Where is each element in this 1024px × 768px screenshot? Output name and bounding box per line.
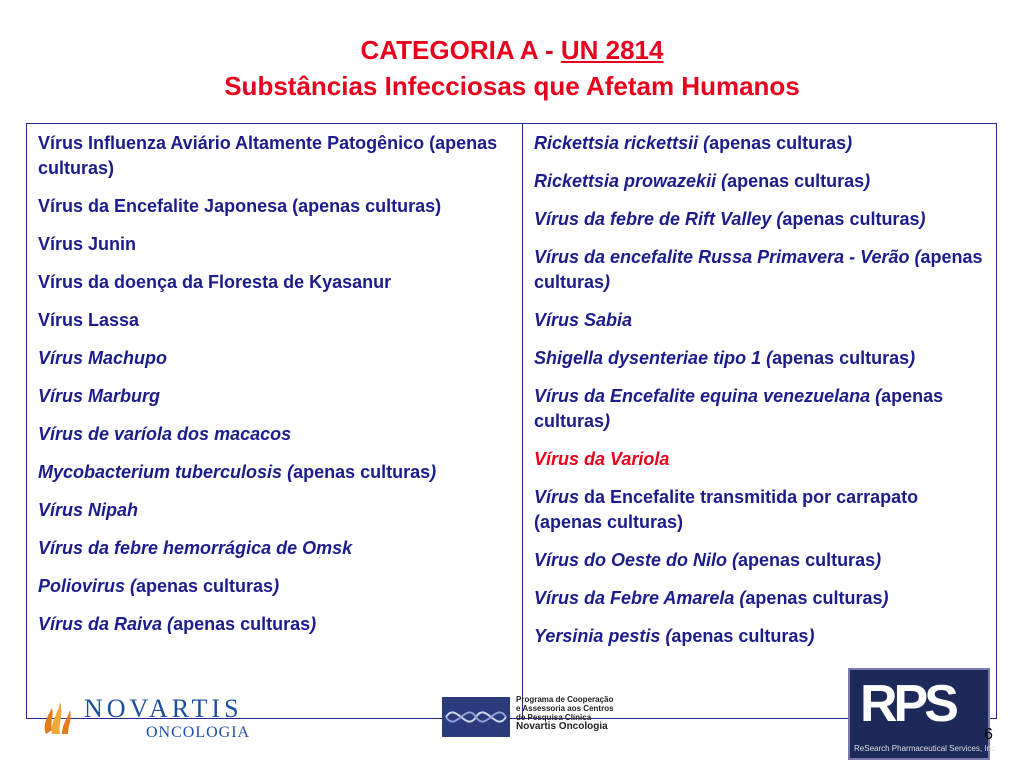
list-item bbox=[534, 384, 989, 434]
item-italic-text: Vírus da Febre Amarela ( bbox=[534, 588, 746, 608]
item-plain-text: apenas culturas bbox=[136, 576, 274, 596]
item-italic-text: Rickettsia rickettsii ( bbox=[534, 133, 710, 153]
novartis-logo bbox=[38, 694, 278, 754]
item-plain-text: apenas culturas bbox=[671, 626, 809, 646]
novartis-wordmark: NOVARTIS bbox=[84, 694, 243, 723]
list-item bbox=[38, 536, 508, 561]
item-italic-end: ) bbox=[882, 588, 889, 608]
item-italic-end: ) bbox=[846, 133, 853, 153]
item-italic-text: Vírus bbox=[534, 487, 585, 507]
program-line-3: de Pesquisa Clínica bbox=[516, 713, 592, 722]
item-plain-text: apenas culturas bbox=[738, 550, 876, 570]
item-italic-text: Mycobacterium tuberculosis ( bbox=[38, 462, 294, 482]
item-italic-end: ) bbox=[273, 576, 280, 596]
page-number: 6 bbox=[984, 726, 993, 743]
item-italic-end: ) bbox=[875, 550, 882, 570]
list-item bbox=[534, 586, 989, 611]
item-italic-text: Vírus Sabia bbox=[534, 310, 633, 330]
item-italic-end: ) bbox=[430, 462, 437, 482]
rps-logo bbox=[848, 668, 995, 760]
title-prefix: CATEGORIA A - bbox=[360, 35, 561, 65]
program-logo bbox=[440, 693, 650, 741]
item-plain-text: Vírus Lassa bbox=[38, 310, 140, 330]
item-italic-text: Vírus da febre hemorrágica de Omsk bbox=[38, 538, 353, 558]
program-line-1: Programa de Cooperação bbox=[516, 695, 614, 704]
item-italic-text: Vírus da encefalite Russa Primavera - Verão ( bbox=[534, 247, 921, 267]
item-plain-text: apenas culturas bbox=[772, 348, 910, 368]
item-italic-end: ) bbox=[808, 626, 815, 646]
list-item bbox=[38, 460, 508, 485]
item-italic-text: Vírus Machupo bbox=[38, 348, 168, 368]
flame-icon bbox=[38, 694, 78, 738]
item-italic-text: Vírus da febre de Rift Valley ( bbox=[534, 209, 783, 229]
item-italic-end: ) bbox=[604, 411, 611, 431]
list-item bbox=[38, 498, 508, 523]
list-item bbox=[534, 485, 989, 535]
item-plain-text: Vírus Influenza Aviário Altamente Patogênico (apenas culturas) bbox=[38, 133, 498, 178]
item-italic-text: Vírus da Raiva ( bbox=[38, 614, 174, 634]
item-plain-text: apenas culturas bbox=[293, 462, 431, 482]
program-text bbox=[516, 695, 614, 731]
rps-letters: RPS bbox=[860, 675, 955, 733]
item-plain-text: da Encefalite transmitida por carrapato (apenas culturas) bbox=[534, 487, 919, 532]
title-line-1 bbox=[0, 32, 1024, 68]
list-item bbox=[38, 346, 508, 371]
item-italic-text: Vírus Marburg bbox=[38, 386, 161, 406]
list-item bbox=[534, 624, 989, 649]
slide-title bbox=[0, 32, 1024, 104]
item-italic-text: Rickettsia prowazekii ( bbox=[534, 171, 728, 191]
dna-logo-icon bbox=[442, 697, 510, 737]
item-italic-end: ) bbox=[919, 209, 926, 229]
item-italic-text: Poliovirus ( bbox=[38, 576, 137, 596]
list-item bbox=[38, 232, 508, 257]
item-italic-end: ) bbox=[604, 272, 611, 292]
right-column bbox=[534, 131, 989, 662]
item-plain-text: apenas culturas bbox=[782, 209, 920, 229]
title-un-code: UN 2814 bbox=[560, 35, 664, 65]
oncologia-label: ONCOLOGIA bbox=[146, 724, 251, 741]
list-item bbox=[534, 207, 989, 232]
item-italic-text: Vírus Nipah bbox=[38, 500, 139, 520]
item-plain-text: Vírus Junin bbox=[38, 234, 137, 254]
item-plain-text: apenas culturas bbox=[709, 133, 847, 153]
list-item bbox=[534, 548, 989, 573]
item-italic-text: Vírus da Variola bbox=[534, 449, 670, 469]
list-item bbox=[38, 270, 508, 295]
left-column bbox=[38, 131, 508, 650]
list-item bbox=[38, 422, 508, 447]
item-plain-text: apenas culturas bbox=[727, 171, 865, 191]
list-item bbox=[534, 346, 989, 371]
list-item bbox=[38, 384, 508, 409]
list-item bbox=[534, 169, 989, 194]
item-plain-text: apenas culturas bbox=[173, 614, 311, 634]
program-line-2: e Assessoria aos Centros bbox=[516, 704, 614, 713]
item-italic-end: ) bbox=[310, 614, 317, 634]
program-name: Novartis Oncologia bbox=[516, 721, 608, 732]
list-item bbox=[38, 308, 508, 333]
list-item bbox=[534, 131, 989, 156]
list-item bbox=[534, 245, 989, 295]
item-italic-text: Shigella dysenteriae tipo 1 ( bbox=[534, 348, 773, 368]
item-italic-text: Vírus do Oeste do Nilo ( bbox=[534, 550, 739, 570]
list-item bbox=[38, 612, 508, 637]
list-item bbox=[534, 447, 989, 472]
list-item bbox=[38, 574, 508, 599]
item-italic-text: Vírus de varíola dos macacos bbox=[38, 424, 292, 444]
rps-subtitle: ReSearch Pharmaceutical Services, Inc bbox=[854, 744, 995, 753]
table-divider bbox=[522, 123, 523, 719]
item-plain-text: Vírus da doença da Floresta de Kyasanur bbox=[38, 272, 392, 292]
item-italic-text: Vírus da Encefalite equina venezuelana ( bbox=[534, 386, 882, 406]
list-item bbox=[38, 131, 508, 181]
item-italic-text: Yersinia pestis ( bbox=[534, 626, 672, 646]
item-italic-end: ) bbox=[864, 171, 871, 191]
title-line-2: Substâncias Infecciosas que Afetam Humanos bbox=[224, 71, 800, 101]
list-item bbox=[38, 194, 508, 219]
item-plain-text: apenas culturas bbox=[534, 386, 944, 431]
item-plain-text: apenas culturas bbox=[745, 588, 883, 608]
list-item bbox=[534, 308, 989, 333]
item-italic-end: ) bbox=[909, 348, 916, 368]
item-plain-text: apenas culturas bbox=[534, 247, 983, 292]
item-plain-text: Vírus da Encefalite Japonesa (apenas culturas) bbox=[38, 196, 442, 216]
